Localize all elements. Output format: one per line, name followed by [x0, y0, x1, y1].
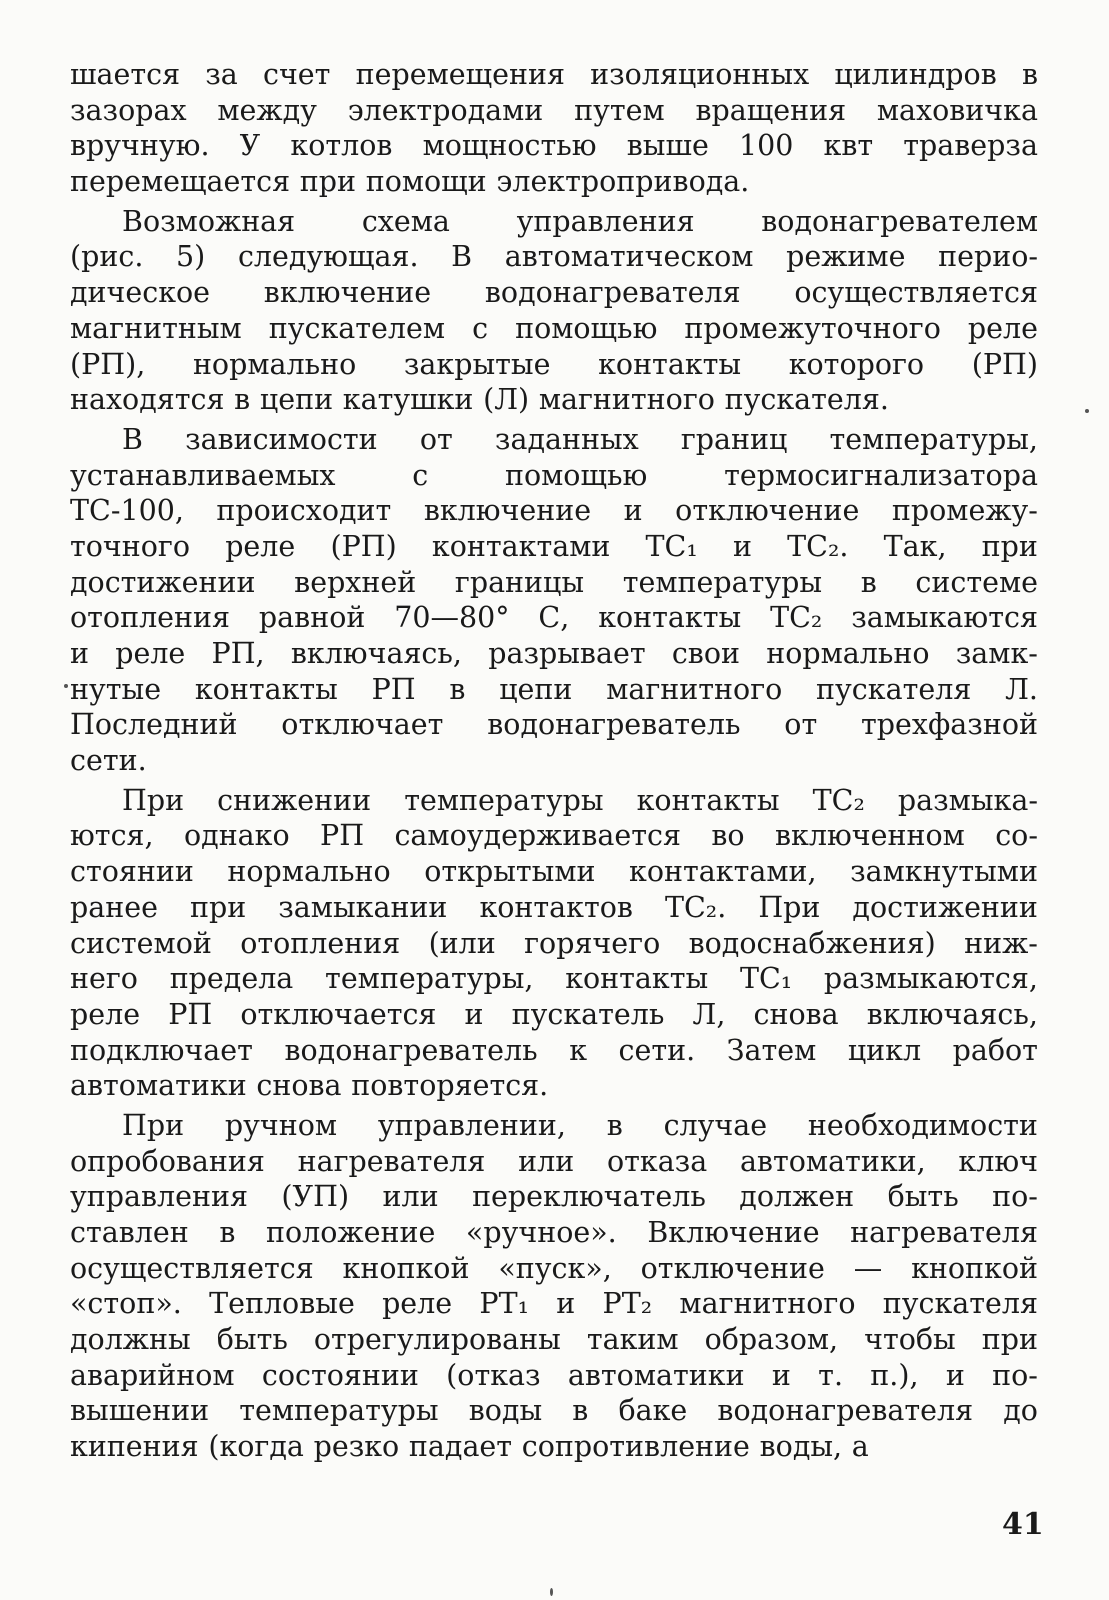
word: ручном — [224, 1108, 338, 1142]
text-line — [70, 1322, 1038, 1358]
word: снова — [753, 997, 839, 1031]
word: по- — [992, 1180, 1038, 1214]
word: быть — [216, 1323, 288, 1357]
word: выше — [626, 129, 709, 163]
word: границ — [680, 422, 788, 456]
word: ТС₁ — [739, 962, 793, 996]
word: и — [464, 997, 484, 1031]
word: от — [784, 708, 818, 742]
word: подключает — [70, 1033, 253, 1067]
word: ТС-100, — [70, 494, 184, 528]
word: ТС₂ — [812, 783, 865, 817]
scan-speck — [64, 684, 68, 688]
text-line — [70, 164, 1038, 200]
word: необходимости — [807, 1108, 1038, 1142]
text-line — [70, 707, 1038, 743]
word: кипения — [70, 1430, 199, 1464]
text-line — [70, 565, 1038, 601]
text-line — [70, 458, 1038, 494]
word: нормально — [766, 637, 930, 670]
word: происходит — [216, 494, 392, 528]
word: При — [758, 890, 821, 924]
word: помощью — [515, 311, 658, 345]
word: цикл — [847, 1033, 922, 1067]
word: осуществляется — [70, 1251, 314, 1285]
word: (РП) — [971, 347, 1038, 381]
word: с — [412, 458, 429, 492]
text-line — [70, 743, 1038, 779]
word: температуры — [239, 1394, 439, 1428]
word: цепи — [259, 383, 334, 417]
word: котлов — [290, 129, 393, 163]
text-line — [70, 1144, 1038, 1180]
page-number: 41 — [1002, 1507, 1044, 1542]
word: в — [1021, 58, 1038, 91]
word: снижении — [217, 783, 372, 817]
text-line — [70, 128, 1038, 164]
text-line — [70, 1215, 1038, 1251]
text-line — [70, 783, 1038, 819]
word: контакты — [194, 672, 338, 706]
word: границы — [454, 565, 585, 599]
word: включаясь, — [290, 637, 462, 670]
word: маховичка — [876, 93, 1038, 127]
word: катушки — [342, 383, 474, 417]
word: включенном — [775, 819, 965, 853]
word: т. — [818, 1358, 843, 1392]
text-line — [70, 854, 1038, 890]
word: стоянии — [70, 855, 194, 889]
word: мощностью — [422, 129, 597, 163]
word: воды, — [759, 1430, 843, 1464]
word: должен — [739, 1180, 855, 1214]
word: с — [472, 311, 489, 345]
word: и — [771, 1358, 791, 1392]
word: ранее — [70, 890, 158, 924]
word: зависимости — [185, 422, 378, 456]
word: В — [451, 240, 473, 274]
word: достижении — [852, 890, 1038, 924]
word: РТ₁ — [479, 1287, 530, 1321]
word: в — [860, 565, 877, 599]
word: него — [70, 962, 138, 996]
word: водонагревателем — [761, 204, 1038, 238]
word: Последний — [70, 708, 238, 742]
word: или — [382, 1180, 439, 1214]
word: (Л) — [483, 383, 530, 417]
word: по- — [992, 1358, 1038, 1392]
word: нормально — [227, 855, 391, 889]
word: 5) — [176, 240, 206, 274]
word: отключает — [281, 708, 444, 742]
word: траверза — [903, 129, 1038, 163]
word: электродами — [347, 93, 544, 127]
word: свои — [671, 637, 740, 670]
word: контакты — [598, 347, 742, 381]
word: ключ — [958, 1144, 1038, 1178]
text-line — [70, 275, 1038, 311]
word: и — [623, 494, 643, 528]
text-line — [70, 493, 1038, 529]
word: (РП), — [70, 347, 146, 381]
text-line — [70, 890, 1038, 926]
word: переключатель — [472, 1180, 706, 1214]
word: и — [945, 1358, 965, 1392]
page-body — [70, 57, 1038, 1465]
word: путем — [574, 93, 665, 127]
word: У — [239, 129, 261, 163]
word: управлении, — [377, 1108, 566, 1142]
word: РП — [371, 672, 416, 706]
word: самоудерживается — [394, 819, 681, 853]
word: управления — [70, 1180, 248, 1214]
word: работ — [952, 1033, 1038, 1067]
word: и — [556, 1287, 576, 1321]
word: воды — [468, 1394, 543, 1428]
word: между — [217, 93, 317, 127]
word: при — [981, 1323, 1038, 1357]
word: РП, — [211, 637, 265, 670]
word: термосигнализатора — [724, 458, 1038, 492]
word: температуры, — [325, 962, 534, 996]
word: Л, — [692, 997, 726, 1031]
word: реле — [115, 637, 186, 670]
word: (отказ — [446, 1358, 541, 1392]
word: отключение — [640, 1251, 825, 1285]
word: точного — [70, 529, 191, 563]
word: отключается — [240, 997, 437, 1031]
word: «ручное». — [465, 1216, 617, 1249]
text-line — [70, 1251, 1038, 1287]
word: или — [518, 1144, 575, 1178]
word: размыкаются, — [823, 962, 1038, 996]
word: промежуточного — [684, 311, 941, 345]
word: реле — [225, 529, 296, 563]
word: контакты — [636, 783, 780, 817]
word: однако — [183, 819, 290, 853]
text-line — [70, 529, 1038, 565]
word: водоснабжения) — [688, 926, 936, 960]
word: При — [122, 783, 185, 817]
word: повторяется. — [351, 1069, 549, 1103]
text-line — [70, 204, 1038, 240]
word: реле — [967, 311, 1038, 345]
word: управления — [516, 204, 695, 238]
word: перио- — [938, 240, 1038, 274]
word: автоматическом — [504, 240, 754, 274]
word: помощью — [504, 458, 648, 492]
text-line — [70, 961, 1038, 997]
word: положение — [265, 1216, 436, 1249]
word: со- — [995, 819, 1038, 853]
word: за — [205, 58, 238, 91]
text-line — [70, 1358, 1038, 1394]
word: находятся — [70, 383, 225, 417]
word: схема — [361, 204, 450, 238]
word: устанавливаемых — [70, 458, 336, 492]
word: РП — [320, 819, 365, 853]
word: 100 — [738, 129, 794, 163]
word: отрегулированы — [313, 1323, 561, 1357]
word: а — [851, 1430, 869, 1464]
word: отказа — [606, 1144, 708, 1178]
text-line — [70, 422, 1038, 458]
word: при — [299, 165, 357, 199]
word: контакты — [598, 601, 742, 635]
word: системе — [915, 565, 1038, 599]
text-line — [70, 382, 1038, 418]
word: Затем — [726, 1033, 817, 1067]
word: зазорах — [70, 93, 187, 127]
word: В — [122, 422, 143, 456]
text-line — [70, 818, 1038, 854]
word: ТС₂. — [664, 890, 727, 924]
word: С, — [538, 601, 570, 635]
word: образом, — [704, 1323, 839, 1357]
word: отключение — [675, 494, 860, 528]
word: от — [419, 422, 453, 456]
word: которого — [788, 347, 925, 381]
text-line — [70, 1033, 1038, 1069]
paragraph — [70, 783, 1038, 1104]
word: включаясь, — [866, 997, 1038, 1031]
word: замк- — [955, 637, 1038, 670]
word: заданных — [494, 422, 639, 456]
word: изоляционных — [590, 58, 810, 91]
word: водонагреватель — [284, 1033, 538, 1067]
word: пускателя. — [724, 383, 889, 417]
word: горячего — [524, 926, 661, 960]
word: случае — [663, 1108, 768, 1142]
text-line — [70, 239, 1038, 275]
paragraph — [70, 57, 1038, 200]
text-line — [70, 600, 1038, 636]
word: сети. — [70, 744, 147, 778]
word: осуществляется — [794, 276, 1038, 310]
word: перемещается — [70, 165, 291, 199]
word: снова — [256, 1069, 342, 1103]
word: состоянии — [261, 1358, 419, 1392]
word: режиме — [786, 240, 906, 274]
word: при — [189, 890, 247, 924]
word: Так, — [883, 529, 947, 563]
word: магнитного — [606, 672, 783, 706]
paragraph — [70, 422, 1038, 779]
word: пускателя — [816, 672, 972, 706]
text-line — [70, 57, 1038, 93]
text-line — [70, 1286, 1038, 1322]
word: вышении — [70, 1394, 210, 1428]
word: включение — [423, 494, 592, 528]
word: промежу- — [891, 494, 1038, 528]
word: системой — [70, 926, 212, 960]
word: кнопкой — [911, 1251, 1038, 1285]
scan-speck — [1085, 409, 1089, 413]
word: автоматики, — [739, 1144, 926, 1178]
word: включение — [263, 276, 432, 310]
text-line — [70, 926, 1038, 962]
word: дическое — [70, 276, 211, 310]
text-line — [70, 1108, 1038, 1144]
text-line — [70, 347, 1038, 383]
word: следующая. — [237, 240, 419, 274]
word: контактами — [431, 529, 611, 563]
word: водонагревателя — [717, 1394, 974, 1428]
word: нагревателя — [850, 1216, 1038, 1249]
word: перемещения — [355, 58, 565, 91]
text-line — [70, 672, 1038, 708]
word: вращения — [695, 93, 847, 127]
text-line — [70, 1393, 1038, 1429]
word: магнитного — [679, 1287, 856, 1321]
word: контактами, — [629, 855, 817, 889]
word: верхней — [294, 565, 417, 599]
text-line — [70, 1429, 1038, 1465]
word: достижении — [70, 565, 256, 599]
word: разрывает — [488, 637, 646, 670]
word: (или — [428, 926, 496, 960]
word: автоматики — [70, 1069, 247, 1103]
word: контактов — [479, 890, 633, 924]
word: пускатель — [511, 997, 665, 1031]
word: электропривода. — [496, 165, 750, 199]
word: шается — [70, 58, 181, 91]
word: резко — [313, 1430, 400, 1464]
word: Л. — [1005, 672, 1038, 706]
paragraph — [70, 1108, 1038, 1465]
word: При — [122, 1108, 185, 1142]
word: в — [572, 1394, 589, 1428]
word: — — [853, 1251, 883, 1285]
word: вручную. — [70, 129, 210, 163]
word: пускателем — [268, 311, 446, 345]
word: температуры — [622, 565, 823, 599]
word: к — [569, 1033, 588, 1067]
word: ТС₁ — [645, 529, 698, 563]
word: ТС₂ — [770, 601, 823, 635]
word: водонагревателя — [484, 276, 741, 310]
word: ются, — [70, 819, 154, 853]
text-line — [70, 997, 1038, 1033]
word: РТ₂ — [602, 1287, 653, 1321]
word: 70—80° — [394, 601, 510, 635]
word: таким — [586, 1323, 679, 1357]
word: реле — [70, 997, 141, 1031]
word: цепи — [499, 672, 573, 706]
word: опробования — [70, 1144, 265, 1178]
word: предела — [169, 962, 294, 996]
word: должны — [70, 1323, 191, 1357]
text-line — [70, 311, 1038, 347]
word: магнитным — [70, 311, 242, 345]
word: аварийном — [70, 1358, 235, 1392]
word: ниж- — [964, 926, 1038, 960]
word: быть — [887, 1180, 959, 1214]
word: замкнутыми — [850, 855, 1038, 889]
word: отопления — [240, 926, 401, 960]
word: отопления — [70, 601, 231, 635]
text-line — [70, 636, 1038, 672]
word: Включение — [647, 1216, 820, 1249]
text-line — [70, 1068, 1038, 1104]
word: пускателя — [882, 1287, 1038, 1321]
word: в — [219, 1216, 236, 1249]
word: до — [1003, 1394, 1038, 1428]
word: водонагреватель — [487, 708, 741, 742]
word: п.), — [870, 1358, 919, 1392]
scan-speck — [550, 1588, 553, 1596]
word: реле — [382, 1287, 453, 1321]
word: помощи — [365, 165, 487, 199]
word: в — [606, 1108, 623, 1142]
word: (когда — [208, 1430, 304, 1464]
word: Тепловые — [209, 1287, 355, 1321]
word: ТС₂. — [787, 529, 849, 563]
word: (рис. — [70, 240, 144, 274]
word: чтобы — [864, 1323, 956, 1357]
paragraph — [70, 204, 1038, 418]
word: Возможная — [122, 204, 296, 238]
word: и — [70, 637, 89, 670]
word: сети. — [618, 1033, 696, 1067]
word: «стоп». — [70, 1287, 182, 1321]
word: (РП) — [330, 529, 397, 563]
word: замыкаются — [851, 601, 1038, 635]
word: размыка- — [897, 783, 1038, 817]
word: автоматики — [567, 1358, 745, 1392]
word: замыкании — [278, 890, 448, 924]
word: счет — [262, 58, 331, 91]
word: баке — [618, 1394, 688, 1428]
word: кнопкой — [342, 1251, 470, 1285]
word: в — [449, 672, 466, 706]
word: температуры, — [829, 422, 1038, 456]
word: нутые — [70, 672, 162, 706]
word: квт — [823, 129, 874, 163]
word: «пуск», — [498, 1251, 612, 1285]
word: при — [981, 529, 1038, 563]
word: трехфазной — [861, 708, 1038, 742]
word: закрытые — [403, 347, 551, 381]
text-line — [70, 93, 1038, 129]
word: контакты — [565, 962, 709, 996]
word: сопротивление — [521, 1430, 750, 1464]
text-line — [70, 1179, 1038, 1215]
word: и — [732, 529, 752, 563]
word: РП — [168, 997, 213, 1031]
word: магнитного — [538, 383, 715, 417]
word: открытыми — [424, 855, 596, 889]
word: ставлен — [70, 1216, 189, 1249]
word: (УП) — [281, 1180, 350, 1214]
word: цилиндров — [834, 58, 997, 91]
word: нормально — [192, 347, 357, 381]
word: в — [234, 383, 251, 417]
word: температуры — [404, 783, 604, 817]
word: нагревателя — [297, 1144, 486, 1178]
word: падает — [408, 1430, 513, 1464]
word: во — [711, 819, 745, 853]
word: равной — [258, 601, 366, 635]
